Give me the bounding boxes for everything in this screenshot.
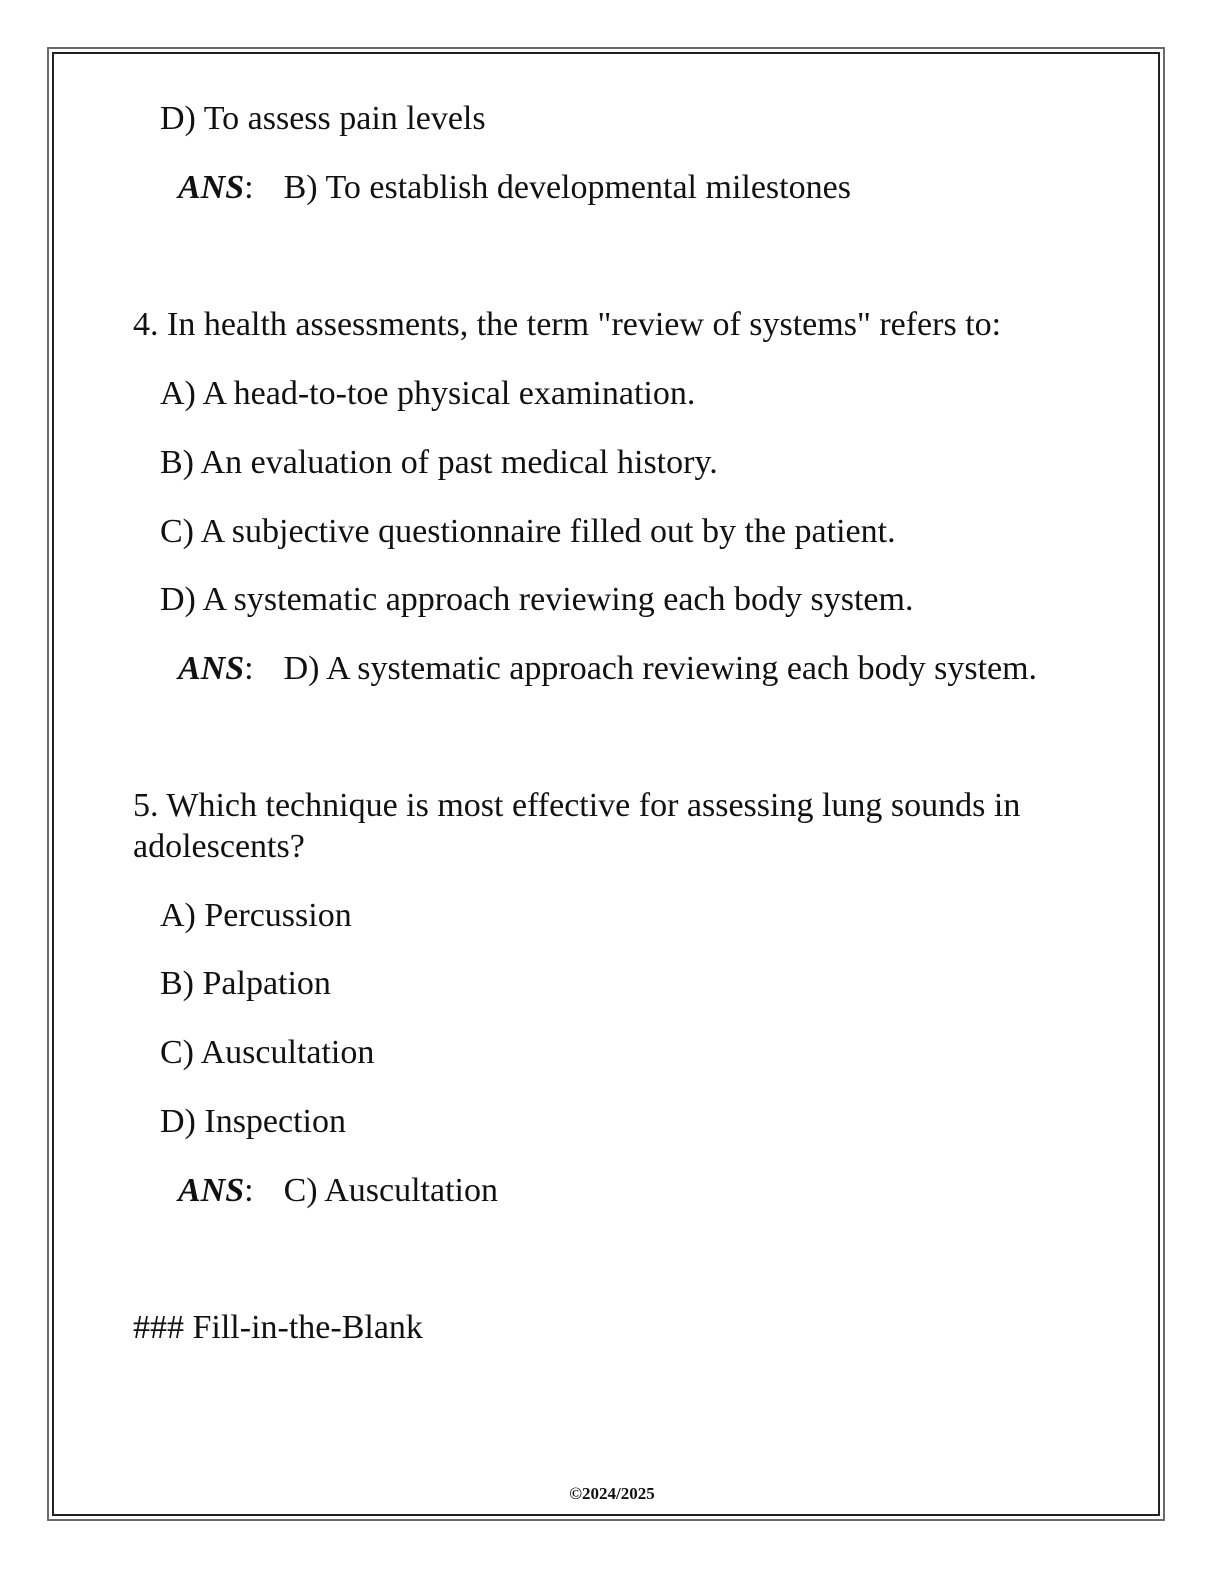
- answer-text: B) To establish developmental milestones: [283, 169, 851, 206]
- copyright-footer: ©2024/2025: [569, 1484, 655, 1503]
- section-heading: ### Fill-in-the-Blank: [133, 1309, 423, 1346]
- q4-option-b: B) An evaluation of past medical history.: [160, 444, 718, 481]
- q4-option-a: A) A head-to-toe physical examination.: [160, 375, 696, 412]
- answer-label: ANS: [178, 1172, 245, 1209]
- q5-stem-line1: 5. Which technique is most effective for assessing lung sounds in: [133, 787, 1021, 824]
- q5-answer: ANS: C) Auscultation: [178, 1172, 498, 1209]
- q5-option-b: B) Palpation: [160, 965, 331, 1002]
- q5-option-c: C) Auscultation: [160, 1034, 375, 1071]
- page-border-inner: [52, 52, 1160, 1516]
- answer-label: ANS: [178, 650, 245, 687]
- q4-stem: 4. In health assessments, the term "review of systems" refers to:: [133, 306, 1002, 343]
- answer-text: C) Auscultation: [283, 1172, 498, 1209]
- q3-option-d: D) To assess pain levels: [160, 100, 486, 137]
- q3-answer: ANS: B) To establish developmental milestones: [178, 169, 851, 206]
- q4-answer: ANS: D) A systematic approach reviewing each body system.: [178, 650, 1038, 687]
- answer-label: ANS: [178, 169, 245, 206]
- answer-text: D) A systematic approach reviewing each body system.: [283, 650, 1038, 687]
- q5-option-a: A) Percussion: [160, 897, 352, 934]
- q4-option-c: C) A subjective questionnaire filled out by the patient.: [160, 513, 896, 550]
- q4-option-d: D) A systematic approach reviewing each body system.: [160, 581, 914, 618]
- q5-option-d: D) Inspection: [160, 1103, 347, 1140]
- q5-stem-line2: adolescents?: [133, 828, 305, 865]
